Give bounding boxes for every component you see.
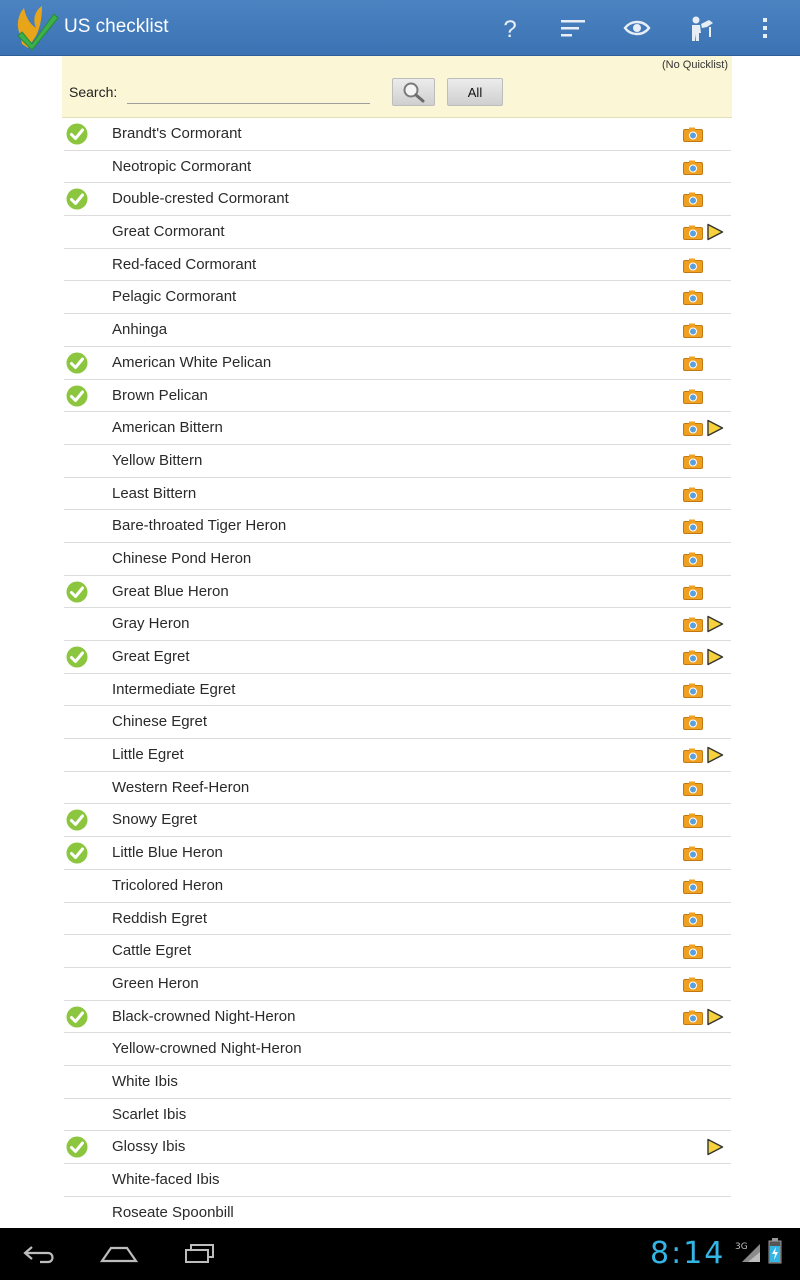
search-panel [62, 56, 732, 118]
species-row[interactable] [64, 674, 731, 707]
camera-icon[interactable] [683, 225, 703, 240]
status-clock: 8:14 [650, 1236, 726, 1271]
play-audio-icon[interactable] [706, 746, 724, 764]
camera-icon[interactable] [683, 781, 703, 796]
svg-text:?: ? [503, 16, 517, 43]
checkmark-icon[interactable] [66, 385, 88, 407]
species-name[interactable]: Anhinga [112, 321, 168, 339]
species-name[interactable]: Snowy Egret [112, 811, 198, 829]
search-input[interactable] [127, 78, 370, 104]
species-name[interactable]: Neotropic Cormorant [112, 157, 252, 175]
camera-icon[interactable] [683, 977, 703, 992]
checkmark-icon[interactable] [66, 1136, 88, 1158]
species-name[interactable]: Intermediate Egret [112, 680, 236, 698]
species-name[interactable]: Black-crowned Night-Heron [112, 1007, 296, 1025]
camera-icon[interactable] [683, 192, 703, 207]
species-name[interactable]: Scarlet Ibis [112, 1105, 187, 1123]
help-icon [500, 15, 520, 41]
species-row[interactable] [64, 118, 731, 151]
camera-icon[interactable] [683, 258, 703, 273]
camera-icon[interactable] [683, 846, 703, 861]
species-name[interactable]: Brandt's Cormorant [112, 125, 242, 142]
species-row[interactable] [64, 739, 731, 772]
play-audio-icon[interactable] [706, 223, 724, 241]
species-row[interactable] [64, 314, 731, 347]
species-row[interactable] [64, 216, 731, 249]
navigation-bar [0, 1228, 800, 1280]
camera-icon[interactable] [683, 748, 703, 763]
play-audio-icon[interactable] [706, 1138, 724, 1156]
all-button[interactable]: All [447, 78, 503, 106]
camera-icon[interactable] [683, 487, 703, 502]
species-row[interactable] [64, 641, 731, 674]
camera-icon[interactable] [683, 813, 703, 828]
species-row[interactable] [64, 1164, 731, 1197]
birdwatcher-icon [687, 14, 715, 42]
species-row[interactable] [64, 412, 731, 445]
view-button[interactable] [617, 8, 657, 48]
species-row[interactable] [64, 1099, 731, 1132]
app-title: US checklist [64, 16, 169, 37]
magnifier-icon [402, 81, 426, 103]
play-audio-icon[interactable] [706, 615, 724, 633]
checkmark-icon[interactable] [66, 188, 88, 210]
species-name[interactable]: Little Blue Heron [112, 844, 223, 862]
sort-icon [559, 18, 587, 38]
species-list[interactable] [64, 118, 731, 1221]
species-row[interactable] [64, 1001, 731, 1034]
camera-icon[interactable] [683, 160, 703, 175]
camera-icon[interactable] [683, 127, 703, 142]
species-name[interactable]: Yellow Bittern [112, 451, 203, 469]
species-row[interactable] [64, 347, 731, 380]
species-name[interactable]: Chinese Egret [112, 713, 208, 731]
species-name[interactable]: Roseate Spoonbill [112, 1203, 234, 1221]
camera-icon[interactable] [683, 912, 703, 927]
checkmark-icon[interactable] [66, 352, 88, 374]
species-name[interactable]: Yellow-crowned Night-Heron [112, 1040, 302, 1058]
species-row[interactable] [64, 249, 731, 282]
home-icon [99, 1244, 139, 1264]
species-name[interactable]: Brown Pelican [112, 386, 208, 404]
species-row[interactable] [64, 706, 731, 739]
species-name[interactable]: American White Pelican [112, 353, 272, 371]
quicklist-label[interactable]: (No Quicklist) [661, 59, 728, 71]
camera-icon[interactable] [683, 290, 703, 305]
home-button[interactable] [95, 1238, 143, 1270]
network-type-label: 3G [735, 1242, 748, 1252]
species-row[interactable] [64, 870, 731, 903]
species-row[interactable] [64, 968, 731, 1001]
species-row[interactable] [64, 903, 731, 936]
species-name[interactable]: Great Blue Heron [112, 582, 229, 600]
species-row[interactable] [64, 543, 731, 576]
camera-icon[interactable] [683, 356, 703, 371]
species-name[interactable]: Bare-throated Tiger Heron [112, 517, 287, 535]
camera-icon[interactable] [683, 585, 703, 600]
species-row[interactable] [64, 935, 731, 968]
recent-apps-icon [182, 1243, 218, 1265]
species-row[interactable] [64, 576, 731, 609]
species-row[interactable] [64, 772, 731, 805]
species-row[interactable] [64, 445, 731, 478]
play-audio-icon[interactable] [706, 419, 724, 437]
back-icon [22, 1243, 58, 1265]
species-name[interactable]: Double-crested Cormorant [112, 190, 289, 208]
camera-icon[interactable] [683, 650, 703, 665]
species-name[interactable]: Glossy Ibis [112, 1138, 186, 1156]
checkmark-icon[interactable] [66, 809, 88, 831]
camera-icon[interactable] [683, 454, 703, 469]
action-bar [0, 0, 800, 56]
eye-icon [623, 18, 651, 38]
camera-icon[interactable] [683, 552, 703, 567]
camera-icon[interactable] [683, 715, 703, 730]
camera-icon[interactable] [683, 421, 703, 436]
species-row[interactable] [64, 281, 731, 314]
camera-icon[interactable] [683, 683, 703, 698]
sort-button[interactable] [553, 8, 593, 48]
species-name[interactable]: Pelagic Cormorant [112, 288, 237, 306]
overflow-icon [762, 17, 768, 39]
species-row[interactable] [64, 837, 731, 870]
species-row[interactable] [64, 608, 731, 641]
camera-icon[interactable] [683, 519, 703, 534]
species-name[interactable]: White Ibis [112, 1072, 178, 1090]
species-name[interactable]: Least Bittern [112, 484, 197, 502]
camera-icon[interactable] [683, 389, 703, 404]
species-name[interactable]: Chinese Pond Heron [112, 549, 252, 567]
species-name[interactable]: Great Egret [112, 648, 190, 665]
species-name[interactable]: Gray Heron [112, 615, 190, 633]
help-button[interactable] [490, 8, 530, 48]
species-name[interactable]: Reddish Egret [112, 909, 208, 927]
species-row[interactable] [64, 1066, 731, 1099]
species-name[interactable]: Red-faced Cormorant [112, 255, 257, 273]
checkmark-icon[interactable] [66, 646, 88, 668]
species-name[interactable]: Green Heron [112, 974, 199, 992]
species-row[interactable] [64, 1131, 731, 1164]
checkmark-icon[interactable] [66, 1006, 88, 1028]
app-logo-icon[interactable] [14, 4, 60, 52]
play-audio-icon[interactable] [706, 1008, 724, 1026]
play-audio-icon[interactable] [706, 648, 724, 666]
recent-apps-button[interactable] [176, 1238, 224, 1270]
species-row[interactable] [64, 151, 731, 184]
species-row[interactable] [64, 380, 731, 413]
checkmark-icon[interactable] [66, 123, 88, 145]
species-name[interactable]: Cattle Egret [112, 942, 192, 960]
species-name[interactable]: Tricolored Heron [112, 876, 224, 894]
species-row[interactable] [64, 804, 731, 837]
search-label: Search: [69, 84, 118, 100]
checkmark-icon[interactable] [66, 842, 88, 864]
species-name[interactable]: American Bittern [112, 419, 223, 437]
species-row[interactable] [64, 510, 731, 543]
species-name[interactable]: White-faced Ibis [112, 1171, 220, 1188]
overflow-menu-button[interactable] [745, 8, 785, 48]
camera-icon[interactable] [683, 944, 703, 959]
species-name[interactable]: Little Egret [112, 746, 184, 764]
species-name[interactable]: Western Reef-Heron [112, 778, 250, 796]
battery-icon [768, 1238, 782, 1264]
checkmark-icon[interactable] [66, 581, 88, 603]
signal-icon [734, 1240, 762, 1262]
species-row[interactable] [64, 183, 731, 216]
species-row[interactable] [64, 1033, 731, 1066]
species-row[interactable] [64, 478, 731, 511]
species-row[interactable] [64, 1197, 731, 1230]
camera-icon[interactable] [683, 323, 703, 338]
birdwatcher-button[interactable] [681, 8, 721, 48]
species-name[interactable]: Great Cormorant [112, 223, 225, 241]
back-button[interactable] [16, 1238, 64, 1270]
camera-icon[interactable] [683, 617, 703, 632]
search-button[interactable] [392, 78, 435, 106]
camera-icon[interactable] [683, 1010, 703, 1025]
camera-icon[interactable] [683, 879, 703, 894]
